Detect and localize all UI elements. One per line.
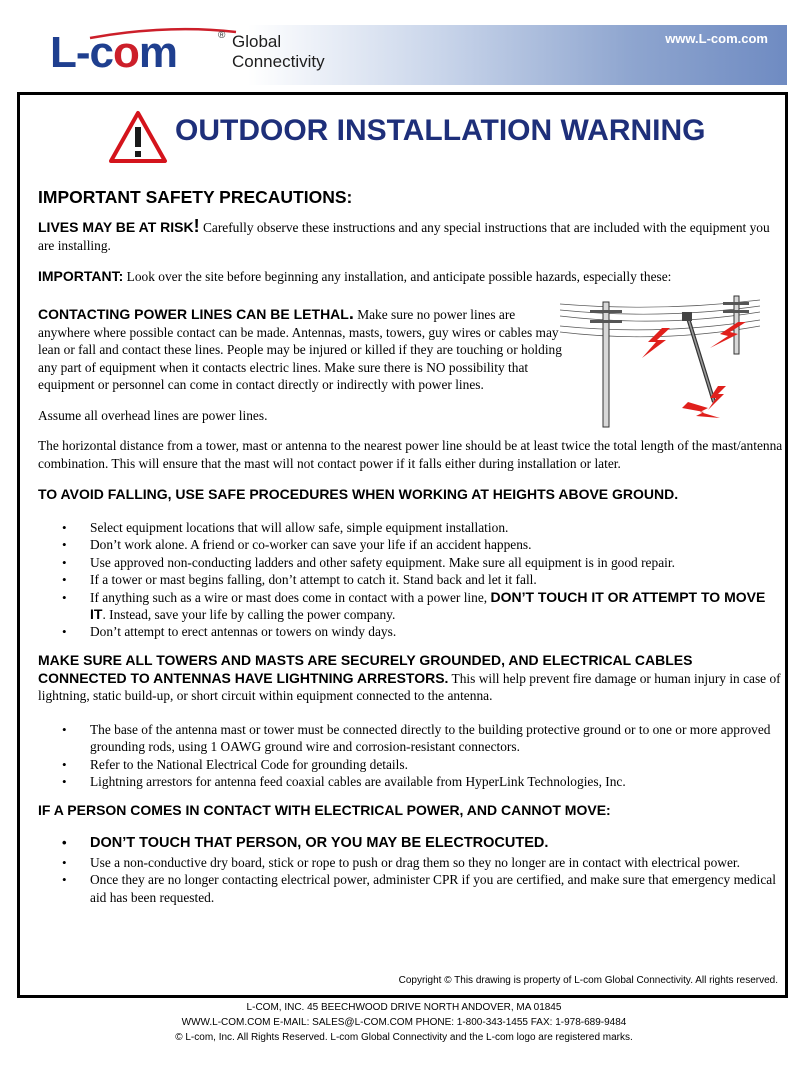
contact-list [38, 832, 778, 906]
list-item: • If anything such as a wire or mast does come in contact with a power line, DON’T TOUCH IT OR ATTEMPT TO MOVE IT. Instead, save your life by calling the power company. [62, 588, 766, 623]
lcom-logo[interactable] [30, 22, 360, 82]
list-item: • DON’T TOUCH THAT PERSON, OR YOU MAY BE ELECTROCUTED. [62, 835, 549, 851]
list-item: • Don’t attempt to erect antennas or towers on windy days. [62, 624, 397, 640]
footer [0, 1000, 808, 1045]
lives-at-risk-paragraph: LIVES MAY BE AT RISK! Carefully observe these instructions and any special instructions that are included with the equipment you are installing. [38, 216, 770, 253]
list-item: • Use approved non-conducting ladders and other safety equipment. Make sure all equipment is in good repair. [62, 554, 675, 570]
important-paragraph: IMPORTANT: Look over the site before beginning any installation, and anticipate possible hazards, especially these: [38, 268, 672, 284]
footer-contact: WWW.L-COM.COM E-MAIL: SALES@L-COM.COM PHONE: 1-800-343-1455 FAX: 1-978-689-9484 [181, 1017, 627, 1028]
list-item: • Select equipment locations that will allow safe, simple equipment installation. [62, 520, 509, 535]
site-url-link[interactable]: www.L-com.com [665, 31, 768, 46]
footer-legal: © L-com, Inc. All Rights Reserved. L-com Global Connectivity and the L-com logo are registered marks. [175, 1032, 633, 1043]
grounding-list [38, 721, 778, 791]
logo-tagline: Global Connectivity [232, 32, 325, 71]
warning-triangle-icon [108, 110, 168, 164]
distance-paragraph: The horizontal distance from a tower, mast or antenna to the nearest power line should be at least twice the total length of the mast/antenna combination. This will ensure that the mast will not contact power if it falls either during installation or later. [38, 438, 783, 471]
list-item: • Once they are no longer contacting electrical power, administer CPR if you are certified, and make sure that emergency medical aid has been requested. [62, 872, 776, 905]
page-title: OUTDOOR INSTALLATION WARNING [175, 114, 706, 147]
list-item: • Refer to the National Electrical Code for grounding details. [62, 756, 408, 772]
heading-avoid-falling: TO AVOID FALLING, USE SAFE PROCEDURES WHEN WORKING AT HEIGHTS ABOVE GROUND. [38, 486, 679, 502]
grounding-paragraph: MAKE SURE ALL TOWERS AND MASTS ARE SECURELY GROUNDED, AND ELECTRICAL CABLES CONNECTED TO ANTENNAS HAVE LIGHTNING ARRESTORS. This will help prevent fire damage or human injury in case of lightning, static build-up, or short circuit within equipment connected to the antenna. [38, 652, 781, 703]
list-item: • The base of the antenna mast or tower must be connected directly to the building protective ground or to one or more approved grounding rods, using 1 OAWG ground wire and corrosion-resistant connectors. [62, 722, 771, 755]
logo-registered-mark: ® [218, 30, 226, 41]
list-item: • Lightning arrestors for antenna feed coaxial cables are available from HyperLink Technologies, Inc. [62, 774, 626, 790]
list-item: • Don’t work alone. A friend or co-worker can save your life if an accident happens. [62, 537, 532, 553]
copyright-notice: Copyright © This drawing is property of L-com Global Connectivity. All rights reserved. [398, 975, 778, 986]
heading-safety-precautions: IMPORTANT SAFETY PRECAUTIONS: [38, 187, 353, 207]
logo-wordmark: L-com [50, 28, 178, 77]
footer-address: L-COM, INC. 45 BEECHWOOD DRIVE NORTH ANDOVER, MA 01845 [246, 1002, 562, 1013]
list-item: • If a tower or mast begins falling, don’t attempt to catch it. Stand back and let it fall. [62, 572, 537, 588]
list-item: • Use a non-conductive dry board, stick or rope to push or drag them so they no longer are in contact with electrical power. [62, 855, 740, 870]
heading-person-contact: IF A PERSON COMES IN CONTACT WITH ELECTRICAL POWER, AND CANNOT MOVE: [38, 802, 611, 818]
power-lines-paragraph: CONTACTING POWER LINES CAN BE LETHAL. Make sure no power lines are anywhere where possible contact can be made. Antennas, masts, towers, guy wires or cables may lean or fall and contact these lines. People may be injured or killed if they are touching or holding any part of equipment when it contacts electric lines. Make sure there is NO possibility that equipment or personnel can come in contact directly or indirectly with power lines. [38, 303, 562, 392]
falling-list [38, 519, 778, 641]
assume-lines-paragraph: Assume all overhead lines are power lines. [38, 408, 268, 423]
